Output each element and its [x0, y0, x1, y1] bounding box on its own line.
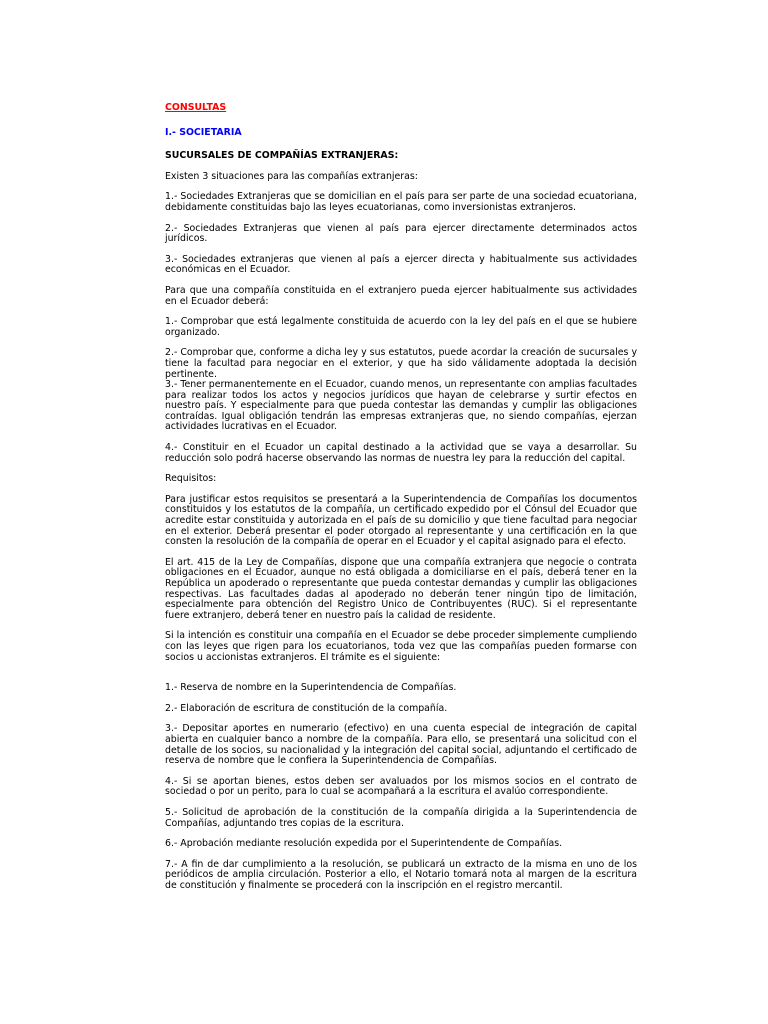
list-item-condition-4: 4.- Constituir en el Ecuador un capital destinado a la actividad que se vaya a desarrollar. Su reducción solo podrá hacerse observando las normas de nuestra ley para la reducción del capital. — [165, 442, 637, 464]
paragraph-requirements: Para justificar estos requisitos se presentará a la Superintendencia de Compañías los documentos constituidos y los estatutos de la compañía, un certificado expedido por el Cónsul del Ecuador que acredite estar constituida y autorizada en el país de su domicilio y que tiene facultad para negociar en el exterior. Deberá presentar el poder otorgado al representante y una certificación en la que consten la resolución de la compañía de operar en el Ecuador y el capital asignado para el efecto. — [165, 493, 637, 548]
list-item-step-6: 6.- Aprobación mediante resolución expedida por el Superintendente de Compañías. — [165, 838, 563, 850]
list-item-situation-3: 3.- Sociedades extranjeras que vienen al país a ejercer directa y habitualmente sus actividades económicas en el Ecuador. — [165, 253, 637, 276]
paragraph-intro: Existen 3 situaciones para las compañías extranjeras: — [165, 170, 418, 182]
requirements-label: Requisitos: — [165, 473, 217, 485]
paragraph-procedure-intro: Si la intención es constituir una compañía en el Ecuador se debe proceder simplemente cumpliendo con las leyes que rigen para los ecuatorianos, toda vez que las compañías pueden formarse con socios u accionistas extranjeros. El trámite es el siguiente: — [165, 630, 637, 663]
subsection-heading: SUCURSALES DE COMPAÑÍAS EXTRANJERAS: — [165, 150, 399, 162]
paragraph-article-415: El art. 415 de la Ley de Compañías, dispone que una compañía extranjera que negocie o contrata obligaciones en el Ecuador, aunque no está obligada a domiciliarse en el país, deberá tener en la República un apoderado o representante que pueda contestar demandas y cumplir las obligaciones respectivas. Las facultades dadas al apoderado no deberán tener ningún tipo de limitación, especialmente para obtención del Registro Único de Contribuyentes (RUC). Si el representante fuere extranjero, deberá tener en nuestro país la calidad de residente. — [165, 556, 637, 621]
list-item-step-5: 5.- Solicitud de aprobación de la constitución de la compañía dirigida a la Superintendencia de Compañías, adjuntando tres copias de la escritura. — [165, 806, 637, 829]
list-item-step-4: 4.- Si se aportan bienes, estos deben ser avaluados por los mismos socios en el contrato de sociedad o por un perito, para lo cual se acompañará a la escritura el avalúo correspondiente. — [165, 775, 637, 798]
list-item-condition-1: 1.- Comprobar que está legalmente constituida de acuerdo con la ley del país en el que se hubiere organizado. — [165, 316, 637, 338]
list-item-step-7: 7.- A fin de dar cumplimiento a la resolución, se publicará un extracto de la misma en uno de los periódicos de amplia circulación. Posterior a ello, el Notario tomará nota al margen de la escritura de constitución y finalmente se procederá con la inscripción en el registro mercantil. — [165, 858, 637, 891]
list-item-condition-2: 2.- Comprobar que, conforme a dicha ley y sus estatutos, puede acordar la creación de sucursales y tiene la facultad para negociar en el exterior, y que ha sido válidamente adoptada la decisión pertinente. — [165, 347, 637, 380]
paragraph-conditions: Para que una compañía constituida en el extranjero pueda ejercer habitualmente sus actividades en el Ecuador deberá: — [165, 284, 637, 307]
section-heading: I.- SOCIETARIA — [165, 126, 242, 138]
list-item-situation-2: 2.- Sociedades Extranjeras que vienen al país para ejercer directamente determinados actos jurídicos. — [165, 222, 637, 245]
list-item-step-1: 1.- Reserva de nombre en la Superintendencia de Compañías. — [165, 682, 457, 694]
document-title: CONSULTAS — [165, 102, 227, 113]
list-item-situation-1: 1.- Sociedades Extranjeras que se domicilian en el país para ser parte de una sociedad ecuatoriana, debidamente constituidas bajo las leyes ecuatorianas, como inversionistas extranjeros. — [165, 191, 637, 213]
list-item-condition-3: 3.- Tener permanentemente en el Ecuador, cuando menos, un representante con amplias facultades para realizar todos los actos y negocios jurídicos que hayan de celebrarse y surtir efectos en nuestro país. Y especialmente para que pueda contestar las demandas y cumplir las obligaciones contraídas. Igual obligación tendrán las empresas extranjeras que, no siendo compañías, ejerzan actividades lucrativas en el Ecuador. — [165, 379, 637, 433]
list-item-step-3: 3.- Depositar aportes en numerario (efectivo) en una cuenta especial de integración de capital abierta en cualquier banco a nombre de la compañía. Para ello, se presentará una solicitud con el detalle de los socios, su nacionalidad y la integración del capital social, adjuntando el certificado de reserva de nombre que le confiera la Superintendencia de Compañías. — [165, 723, 637, 767]
document-body — [165, 103, 637, 901]
list-item-step-2: 2.- Elaboración de escritura de constitución de la compañía. — [165, 702, 448, 714]
